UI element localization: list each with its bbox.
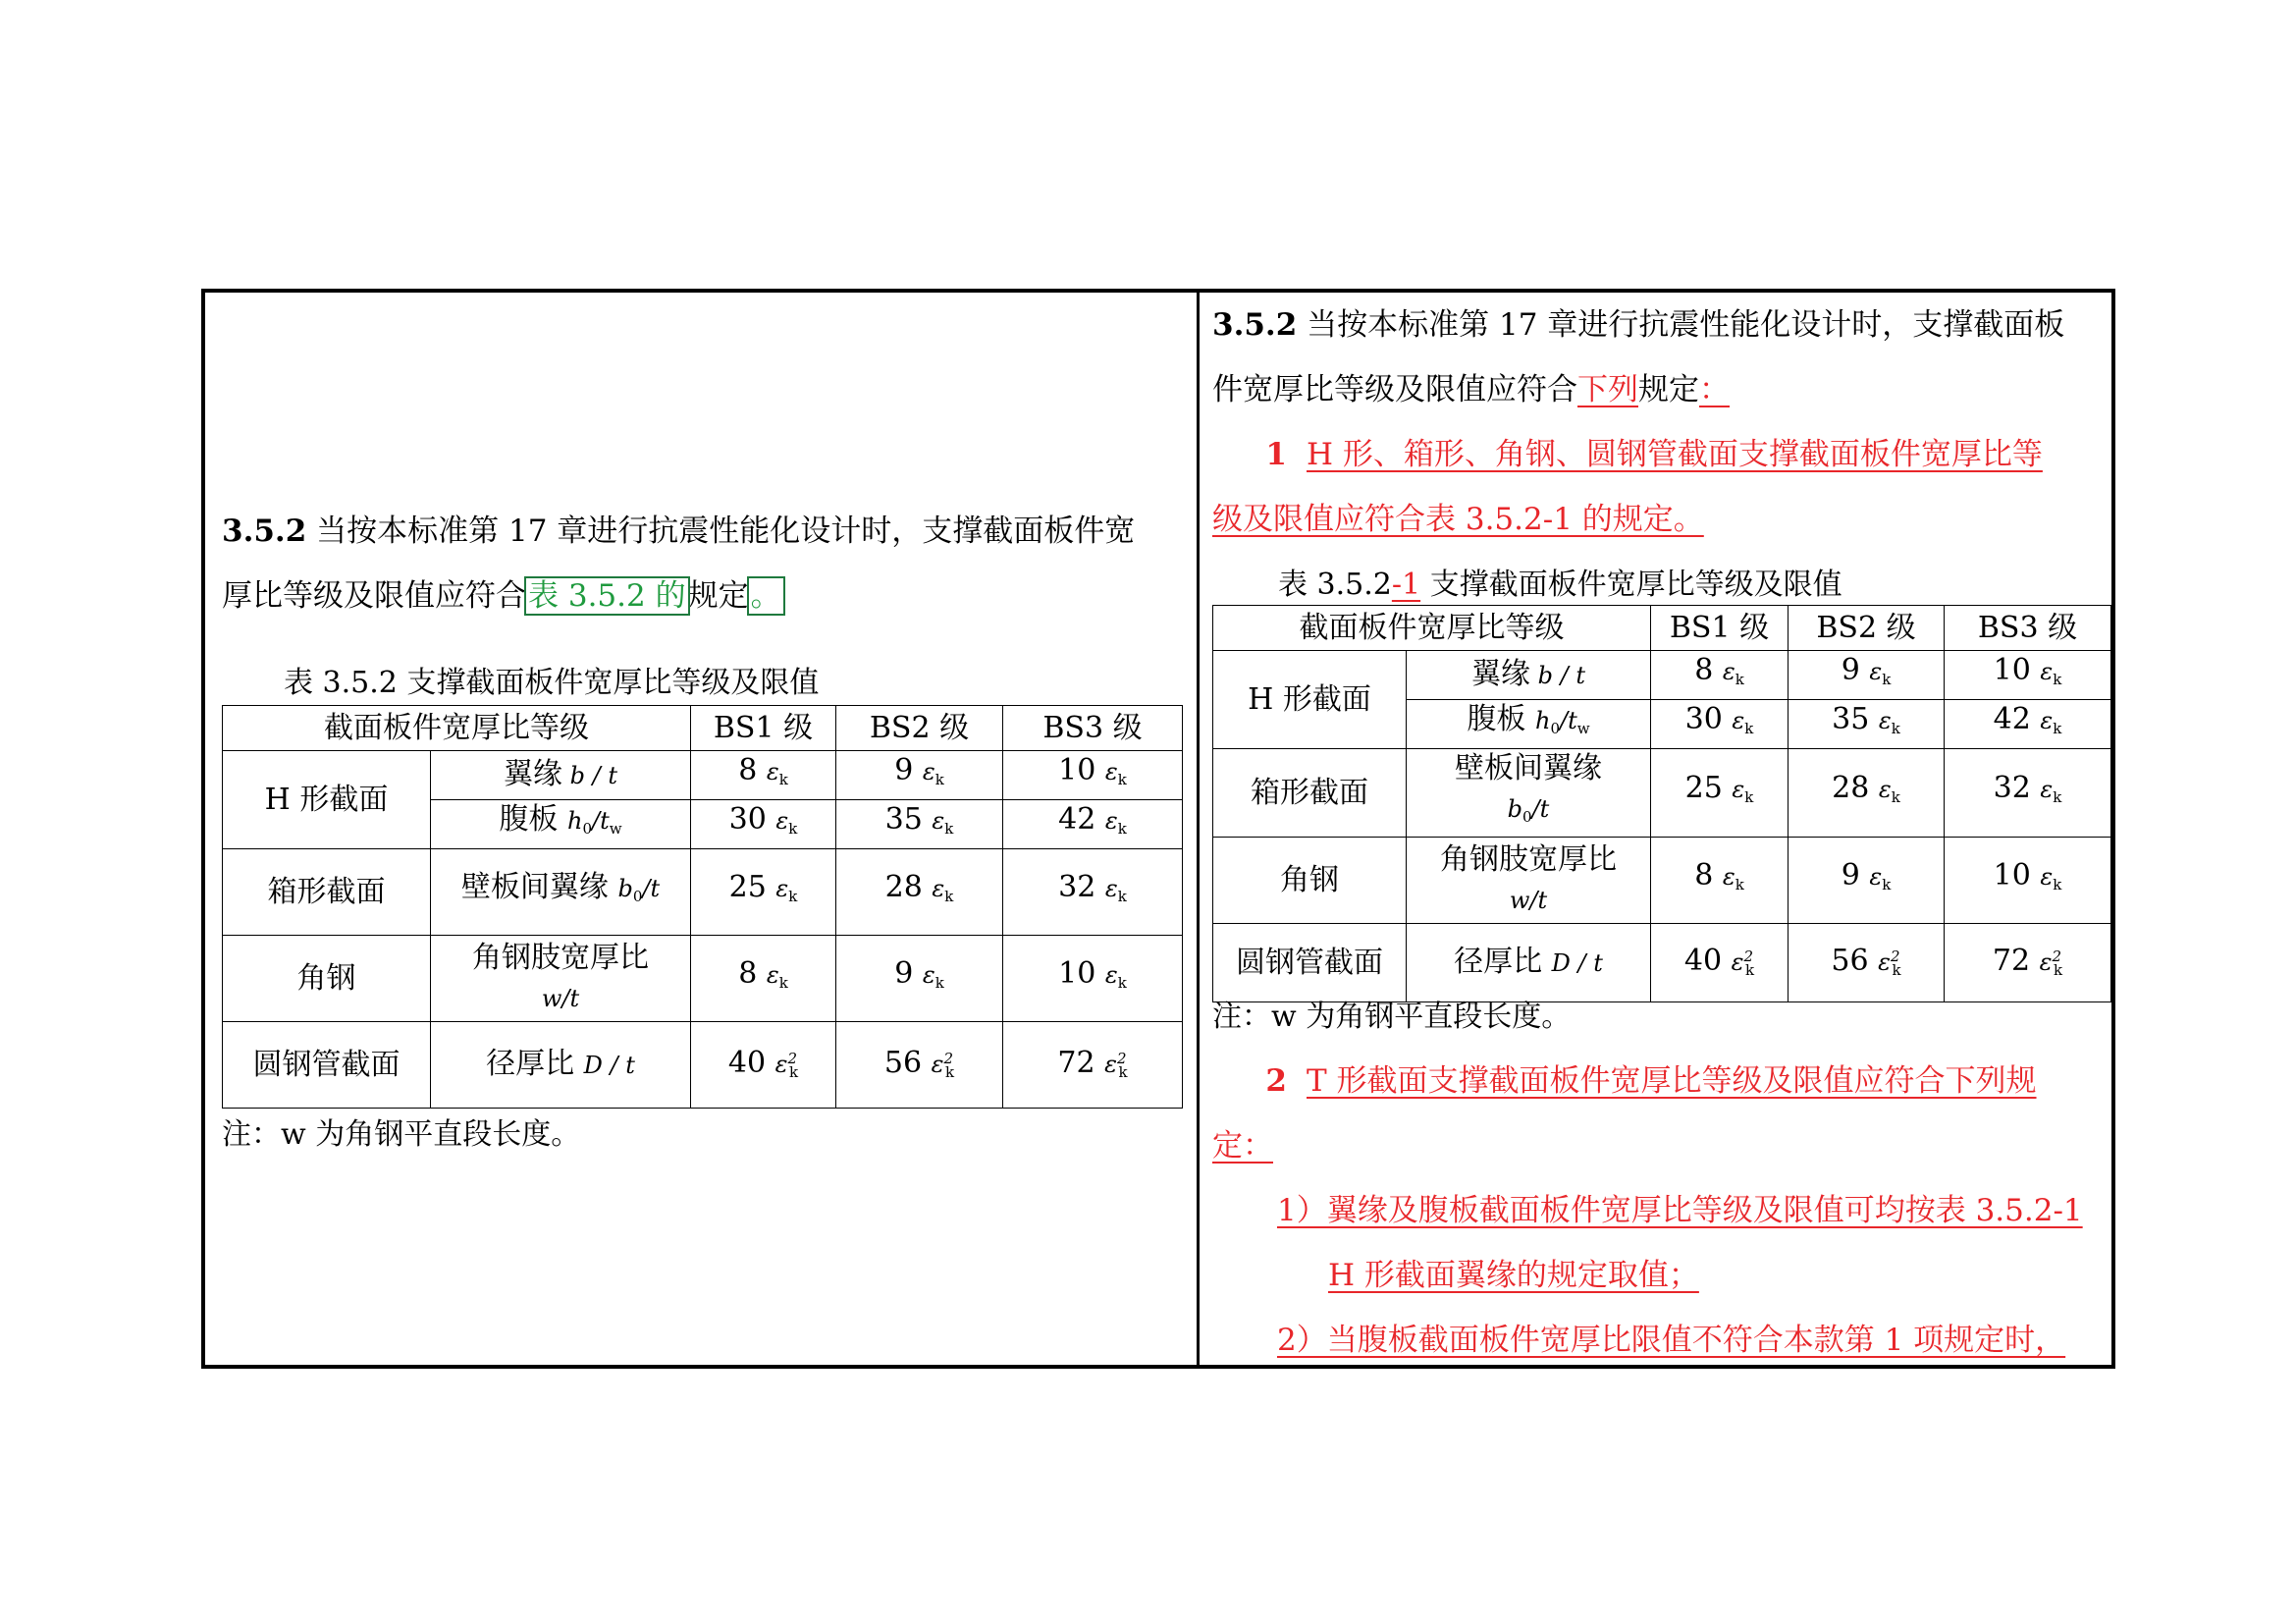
value-cell: 28 $\varepsilon_k$ xyxy=(1789,749,1945,838)
original-column xyxy=(205,293,1197,1365)
value-cell: 32 $\varepsilon_k$ xyxy=(1945,749,2111,838)
left-note: 注：w 为角钢平直段长度。 xyxy=(222,1117,581,1152)
comparison-frame xyxy=(201,289,2115,1369)
left-clause-number: 3.5.2 xyxy=(222,514,307,549)
item-flange: 翼缘 b / t xyxy=(431,751,691,800)
right-clause-inserted: 下列 xyxy=(1577,372,1638,407)
value-cell: 28 $\varepsilon_k$ xyxy=(836,849,1003,936)
value-cell: 40 $\varepsilon^2_k$ xyxy=(691,1022,836,1109)
section-angle: 角钢 xyxy=(223,936,431,1022)
right-item1 xyxy=(1212,422,2111,552)
item2-line1: T 形截面支撑截面板件宽厚比等级及限值应符合下列规 xyxy=(1307,1063,2037,1099)
table-row xyxy=(223,936,1183,1022)
section-tube: 圆钢管截面 xyxy=(1213,924,1407,1002)
left-clause-table-ref: 表 3.5.2 的 xyxy=(528,578,686,614)
table-row xyxy=(223,751,1183,800)
value-cell: 35 $\varepsilon_k$ xyxy=(1789,700,1945,749)
item-flange: 翼缘 b / t xyxy=(1407,651,1651,700)
table-header-row xyxy=(1213,606,2111,651)
value-cell: 72 $\varepsilon^2_k$ xyxy=(1945,924,2111,1002)
item-box-flange: 壁板间翼缘 $b_0/t$ xyxy=(1407,749,1651,838)
value-cell: 25 $\varepsilon_k$ xyxy=(1651,749,1789,838)
value-cell: 30 $\varepsilon_k$ xyxy=(1651,700,1789,749)
right-sub1 xyxy=(1277,1178,2111,1308)
item-web: 腹板 $h_0/t_w$ xyxy=(1407,700,1651,749)
sub1-line1: 1）翼缘及腹板截面板件宽厚比等级及限值可均按表 3.5.2-1 xyxy=(1277,1193,2083,1228)
header-bs1: BS1 级 xyxy=(1651,606,1789,651)
right-clause-number: 3.5.2 xyxy=(1212,307,1298,343)
left-clause-line1: 当按本标准第 17 章进行抗震性能化设计时，支撑截面板件宽 xyxy=(316,514,1136,549)
value-cell: 8 $\varepsilon_k$ xyxy=(691,751,836,800)
value-cell: 10 $\varepsilon_k$ xyxy=(1003,936,1183,1022)
sub1-line2: H 形截面翼缘的规定取值； xyxy=(1328,1258,1699,1293)
value-cell: 30 $\varepsilon_k$ xyxy=(691,800,836,849)
section-h: H 形截面 xyxy=(223,751,431,849)
value-cell: 8 $\varepsilon_k$ xyxy=(1651,838,1789,924)
left-clause-line2a: 厚比等级及限值应符合 xyxy=(222,578,526,614)
right-item2 xyxy=(1212,1049,2111,1178)
value-cell: 9 $\varepsilon_k$ xyxy=(836,936,1003,1022)
table-row xyxy=(1213,651,2111,700)
header-bs3: BS3 级 xyxy=(1945,606,2111,651)
right-clause-line2c: 规定 xyxy=(1638,372,1699,407)
left-clause xyxy=(222,499,1194,628)
header-grade: 截面板件宽厚比等级 xyxy=(1213,606,1651,651)
left-table-caption: 表 3.5.2 支撑截面板件宽厚比等级及限值 xyxy=(284,666,820,700)
section-box: 箱形截面 xyxy=(223,849,431,936)
sub2-line1: 2）当腹板截面板件宽厚比限值不符合本款第 1 项规定时， xyxy=(1277,1323,2066,1358)
right-table-caption: 表 3.5.2-1 支撑截面板件宽厚比等级及限值 xyxy=(1278,568,1842,602)
item-angle: 角钢肢宽厚比 w/t xyxy=(1407,838,1651,924)
header-grade: 截面板件宽厚比等级 xyxy=(223,706,691,751)
value-cell: 9 $\varepsilon_k$ xyxy=(1789,651,1945,700)
value-cell: 72 $\varepsilon^2_k$ xyxy=(1003,1022,1183,1109)
value-cell: 9 $\varepsilon_k$ xyxy=(836,751,1003,800)
table-row xyxy=(223,1022,1183,1109)
table-row xyxy=(223,849,1183,936)
right-clause xyxy=(1212,293,2111,422)
left-grade-table xyxy=(222,705,1183,1109)
item-tube: 径厚比 D / t xyxy=(431,1022,691,1109)
value-cell: 9 $\varepsilon_k$ xyxy=(1789,838,1945,924)
table-row xyxy=(1213,924,2111,1002)
value-cell: 56 $\varepsilon^2_k$ xyxy=(1789,924,1945,1002)
right-sub2 xyxy=(1277,1308,2111,1365)
value-cell: 8 $\varepsilon_k$ xyxy=(691,936,836,1022)
value-cell: 42 $\varepsilon_k$ xyxy=(1945,700,2111,749)
section-angle: 角钢 xyxy=(1213,838,1407,924)
left-clause-line2c: 规定 xyxy=(687,578,749,614)
value-cell: 40 $\varepsilon^2_k$ xyxy=(1651,924,1789,1002)
right-clause-colon: ： xyxy=(1699,372,1730,407)
item1-line1: H 形、箱形、角钢、圆钢管截面支撑截面板件宽厚比等 xyxy=(1307,437,2043,472)
item1-number: 1 xyxy=(1265,437,1287,472)
table-row xyxy=(1213,838,2111,924)
revised-column xyxy=(1200,293,2111,1365)
header-bs2: BS2 级 xyxy=(836,706,1003,751)
value-cell: 10 $\varepsilon_k$ xyxy=(1003,751,1183,800)
item2-line2: 定： xyxy=(1212,1128,1273,1164)
left-clause-period: 。 xyxy=(750,578,781,614)
header-bs2: BS2 级 xyxy=(1789,606,1945,651)
value-cell: 42 $\varepsilon_k$ xyxy=(1003,800,1183,849)
value-cell: 10 $\varepsilon_k$ xyxy=(1945,838,2111,924)
value-cell: 10 $\varepsilon_k$ xyxy=(1945,651,2111,700)
right-note: 注：w 为角钢平直段长度。 xyxy=(1212,1000,1572,1034)
item-tube: 径厚比 D / t xyxy=(1407,924,1651,1002)
item2-number: 2 xyxy=(1265,1063,1287,1099)
section-box: 箱形截面 xyxy=(1213,749,1407,838)
right-clause-line1: 当按本标准第 17 章进行抗震性能化设计时，支撑截面板 xyxy=(1307,307,2065,343)
item1-line2: 级及限值应符合表 3.5.2-1 的规定。 xyxy=(1212,502,1704,537)
item-web: 腹板 $h_0/t_w$ xyxy=(431,800,691,849)
right-grade-table xyxy=(1212,605,2111,1002)
value-cell: 56 $\varepsilon^2_k$ xyxy=(836,1022,1003,1109)
value-cell: 32 $\varepsilon_k$ xyxy=(1003,849,1183,936)
section-tube: 圆钢管截面 xyxy=(223,1022,431,1109)
right-clause-line2a: 件宽厚比等级及限值应符合 xyxy=(1212,372,1577,407)
table-header-row xyxy=(223,706,1183,751)
item-box-flange: 壁板间翼缘 $b_0/t$ xyxy=(431,849,691,936)
item-angle: 角钢肢宽厚比 w/t xyxy=(431,936,691,1022)
value-cell: 8 $\varepsilon_k$ xyxy=(1651,651,1789,700)
table-row xyxy=(1213,749,2111,838)
section-h: H 形截面 xyxy=(1213,651,1407,749)
header-bs3: BS3 级 xyxy=(1003,706,1183,751)
value-cell: 35 $\varepsilon_k$ xyxy=(836,800,1003,849)
header-bs1: BS1 级 xyxy=(691,706,836,751)
value-cell: 25 $\varepsilon_k$ xyxy=(691,849,836,936)
